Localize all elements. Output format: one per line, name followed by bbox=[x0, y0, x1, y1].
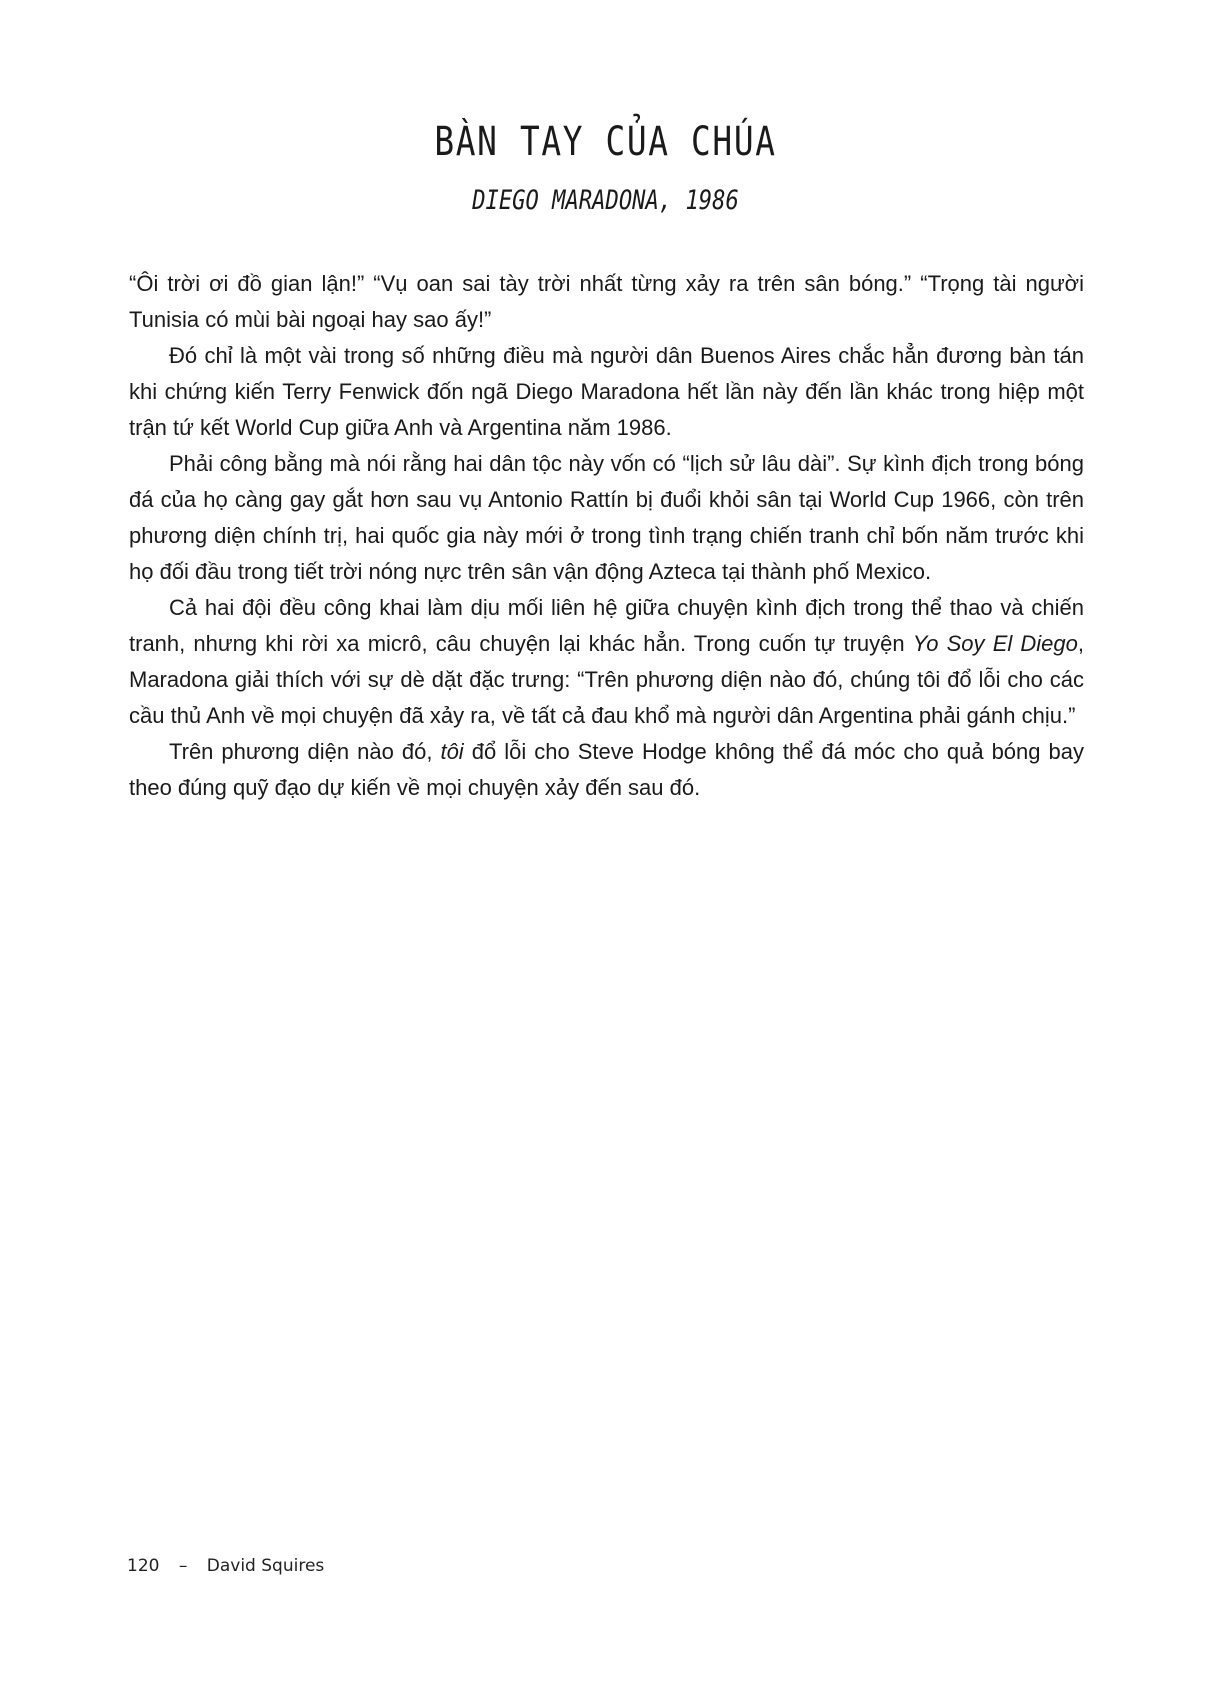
paragraph-4 bbox=[129, 590, 1084, 734]
chapter-title: BÀN TAY CỦA CHÚA bbox=[434, 119, 777, 165]
paragraph-2: Đó chỉ là một vài trong số những điều mà người dân Buenos Aires chắc hẳn đương bàn tán khi chứng kiến Terry Fenwick đốn ngã Diego Maradona hết lần này đến lần khác trong hiệp một trận tứ kết World Cup giữa Anh và Argentina năm 1986. bbox=[129, 343, 1084, 440]
paragraph-1: “Ôi trời ơi đồ gian lận!” “Vụ oan sai tày trời nhất từng xảy ra trên sân bóng.” “Trọng tài người Tunisia có mùi bài ngoại hay sao ấy!” bbox=[129, 271, 1084, 332]
paragraph-4-text-before: Cả hai đội đều công khai làm dịu mối liên hệ giữa chuyện kình địch trong thể thao và chiến tranh, nhưng khi rời xa micrô, câu chuyện lại khác hẳn. Trong cuốn tự truyện bbox=[129, 595, 1084, 656]
footer-separator: – bbox=[178, 1556, 188, 1576]
page-footer bbox=[127, 1554, 338, 1578]
paragraph-4-text-after: , Maradona giải thích với sự dè dặt đặc trưng: “Trên phương diện nào đó, chúng tôi đổ lỗi cho các cầu thủ Anh về mọi chuyện đã xảy ra, về tất cả đau khổ mà người dân Argentina phải gánh chịu.” bbox=[129, 631, 1085, 728]
footer-author: David Squires bbox=[206, 1556, 325, 1576]
body-text bbox=[129, 266, 1084, 806]
paragraph-5-text-before: Trên phương diện nào đó, bbox=[169, 739, 441, 764]
paragraph-3: Phải công bằng mà nói rằng hai dân tộc này vốn có “lịch sử lâu dài”. Sự kình địch trong bóng đá của họ càng gay gắt hơn sau vụ Antonio Rattín bị đuổi khỏi sân tại World Cup 1966, còn trên phương diện chính trị, hai quốc gia này mới ở trong tình trạng chiến tranh chỉ bốn năm trước khi họ đối đầu trong tiết trời nóng nực trên sân vận động Azteca tại thành phố Mexico. bbox=[129, 451, 1084, 584]
emphasis-italic: tôi bbox=[440, 739, 464, 764]
paragraph-5 bbox=[129, 734, 1084, 806]
page-number: 120 bbox=[127, 1556, 160, 1576]
chapter-subtitle: DIEGO MARADONA, 1986 bbox=[472, 185, 739, 216]
paragraph-5-text-after: đổ lỗi cho Steve Hodge không thể đá móc cho quả bóng bay theo đúng quỹ đạo dự kiến về mọi chuyện xảy đến sau đó. bbox=[129, 739, 1084, 800]
book-title-italic: Yo Soy El Diego bbox=[912, 631, 1078, 656]
